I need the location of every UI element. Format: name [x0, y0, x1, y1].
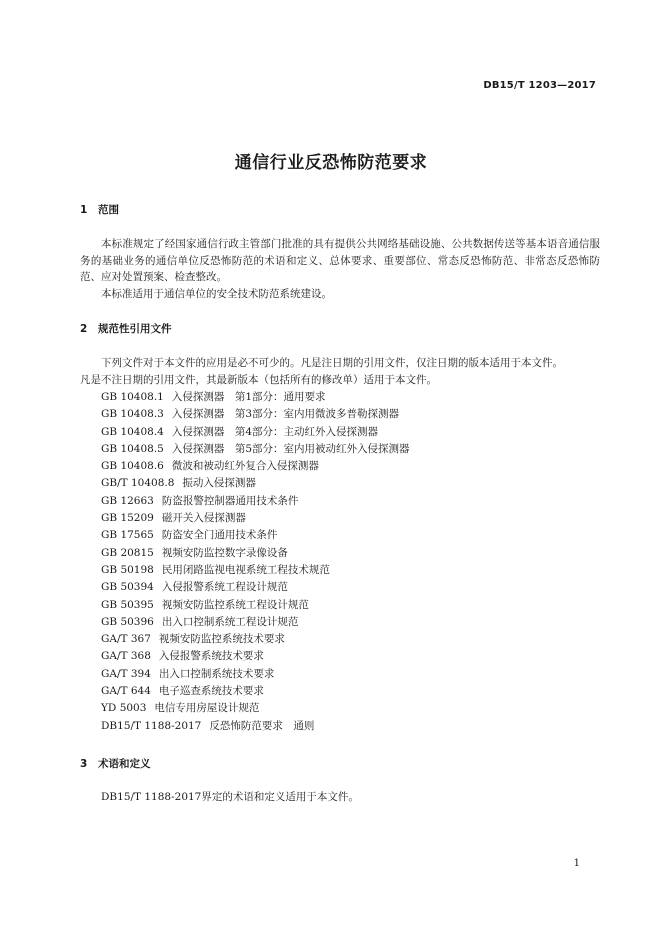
reference-title: 视频安防监控数字录像设备: [161, 546, 288, 559]
reference-item: [101, 648, 410, 665]
terms-paragraph: DB15/T 1188-2017界定的术语和定义适用于本文件。: [101, 791, 359, 803]
reference-item: [101, 458, 410, 475]
reference-title: 入侵探测器 第4部分：主动红外入侵探测器: [171, 425, 379, 438]
document-title: 通信行业反恐怖防范要求: [234, 153, 428, 173]
reference-code: GB 10408.6: [101, 460, 164, 473]
scope-applicability-paragraph: 本标准适用于通信单位的安全技术防范系统建设。: [101, 287, 332, 300]
reference-item: [101, 493, 410, 510]
reference-title: 防盗报警控制器通用技术条件: [161, 494, 299, 507]
reference-title: 反恐怖防范要求 通则: [209, 719, 315, 732]
reference-item: [101, 475, 410, 492]
document-number: DB15/T 1203—2017: [483, 80, 596, 91]
reference-code: GB 10408.1: [101, 391, 164, 403]
reference-list: [101, 389, 410, 735]
reference-code: DB15/T 1188-2017: [101, 719, 202, 732]
reference-code: GB 50395: [101, 598, 154, 611]
reference-item: [101, 441, 410, 458]
reference-item: [101, 424, 410, 441]
reference-code: YD 5003: [101, 702, 147, 715]
reference-title: 视频安防监控系统工程设计规范: [161, 598, 309, 611]
reference-code: GB 50198: [101, 563, 154, 576]
reference-code: GB 50396: [101, 615, 154, 628]
reference-code: GB 20815: [101, 546, 154, 559]
reference-code: GB 10408.3: [101, 408, 164, 421]
reference-item: [101, 683, 410, 700]
reference-title: 入侵报警系统技术要求: [158, 650, 264, 663]
section-2-heading: [80, 321, 172, 336]
reference-title: 出入口控制系统工程设计规范: [161, 615, 299, 628]
reference-item: [101, 614, 410, 631]
normative-intro-line-2: 凡是不注日期的引用文件，其最新版本（包括所有的修改单）适用于本文件。: [80, 373, 437, 386]
reference-code: GB/T 10408.8: [101, 477, 175, 490]
reference-title: 视频安防监控系统技术要求: [158, 633, 285, 646]
reference-code: GB 10408.4: [101, 425, 164, 438]
reference-item: [101, 406, 410, 423]
reference-code: GB 17565: [101, 529, 154, 542]
reference-code: GA/T 367: [101, 633, 151, 646]
reference-item: [101, 510, 410, 527]
reference-code: GA/T 394: [101, 667, 151, 680]
section-title: 规范性引用文件: [98, 323, 172, 335]
section-number: 3: [80, 758, 88, 770]
reference-title: 电子巡查系统技术要求: [158, 685, 264, 698]
section-title: 范围: [98, 204, 119, 216]
reference-title: 出入口控制系统技术要求: [158, 667, 275, 680]
reference-item: [101, 545, 410, 562]
reference-title: 振动入侵探测器: [182, 477, 256, 490]
section-3-heading: [80, 756, 151, 771]
reference-title: 防盗安全门通用技术条件: [161, 529, 278, 542]
reference-item: [101, 666, 410, 683]
reference-title: 入侵探测器 第3部分：室内用微波多普勒探测器: [171, 408, 400, 421]
reference-code: GB 15209: [101, 512, 154, 525]
reference-code: GB 12663: [101, 494, 154, 507]
reference-title: 微波和被动红外复合入侵探测器: [171, 460, 319, 473]
reference-item: [101, 718, 410, 735]
reference-title: 入侵报警系统工程设计规范: [161, 581, 288, 594]
section-number: 2: [80, 323, 88, 335]
reference-item: [101, 527, 410, 544]
reference-code: GA/T 644: [101, 685, 151, 698]
reference-title: 入侵探测器 第5部分：室内用被动红外入侵探测器: [171, 442, 410, 455]
reference-item: [101, 700, 410, 717]
reference-title: 电信专用房屋设计规范: [154, 702, 260, 715]
reference-code: GA/T 368: [101, 650, 151, 663]
section-2-intro: [80, 355, 600, 388]
section-1-heading: [80, 202, 119, 217]
reference-item: [101, 389, 410, 406]
section-3-body: [80, 789, 600, 806]
reference-code: GB 10408.5: [101, 442, 164, 455]
page-number: 1: [573, 858, 580, 869]
reference-item: [101, 631, 410, 648]
reference-title: 入侵探测器 第1部分：通用要求: [171, 391, 326, 403]
reference-title: 磁开关入侵探测器: [161, 512, 246, 525]
reference-code: GB 50394: [101, 581, 154, 594]
section-1-body: [80, 236, 600, 302]
normative-intro-line-1: 下列文件对于本文件的应用是必不可少的。凡是注日期的引用文件，仅注日期的版本适用于本文件。: [101, 357, 563, 369]
reference-item: [101, 579, 410, 596]
scope-paragraph: 本标准规定了经国家通信行政主管部门批准的具有提供公共网络基础设施、公共数据传送等基本语音通信服务的基础业务的通信单位反恐怖防范的术语和定义、总体要求、重要部位、常态反恐怖防范、非常态反恐怖防范、应对处置预案、检查整改。: [80, 238, 600, 283]
reference-item: [101, 597, 410, 614]
reference-item: [101, 562, 410, 579]
reference-title: 民用闭路监视电视系统工程技术规范: [161, 563, 330, 576]
section-title: 术语和定义: [98, 758, 151, 770]
section-number: 1: [80, 204, 88, 216]
